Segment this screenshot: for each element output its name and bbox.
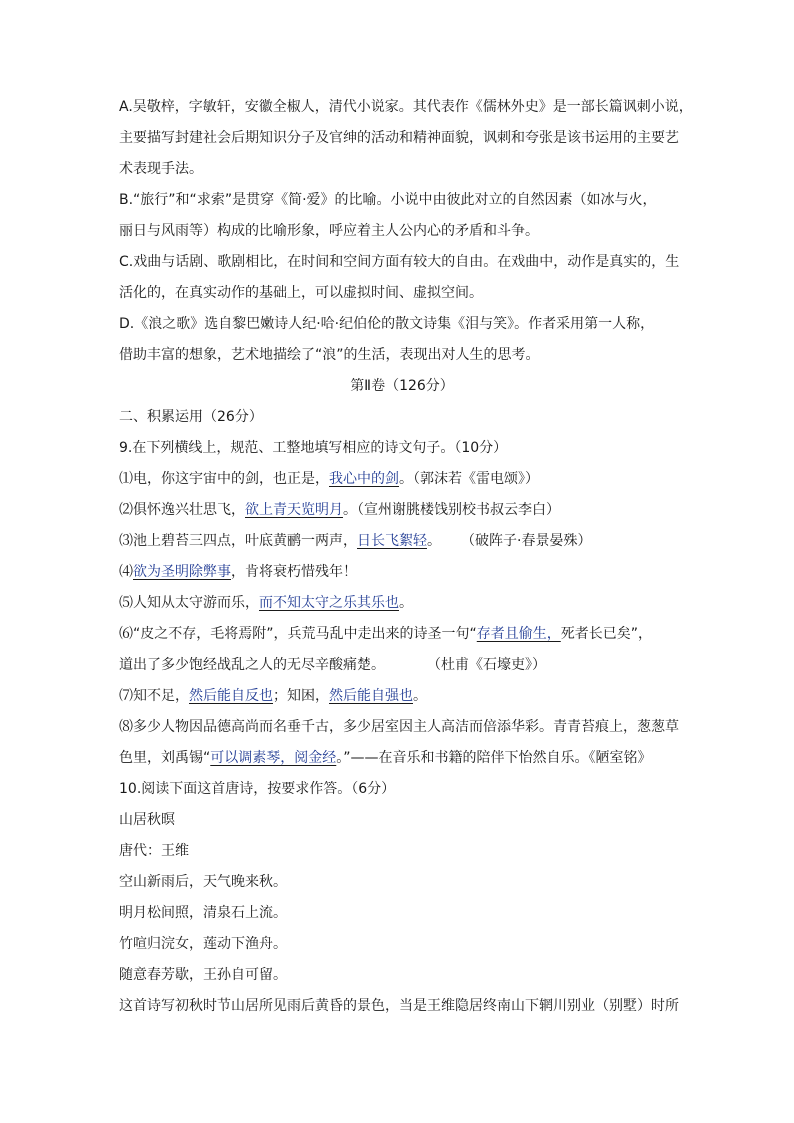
q9-item-6-text-end: 死者长已矣”， (560, 626, 653, 642)
poem-line: 空山新雨后，天气晚来秋。 (119, 874, 287, 890)
q9-item-5-answer: 而不知太守之乐其乐也 (259, 595, 399, 611)
poem-line: 随意春芳歇，王孙自可留。 (119, 967, 287, 983)
q9-item-6-line-2 (119, 655, 685, 686)
q9-item-7-text: ⑺知不足， (119, 688, 189, 704)
q9-item-6-text: ⑹“皮之不存，毛将焉附”，兵荒马乱中走出来的诗圣一句“ (119, 626, 477, 642)
q9-item-6 (119, 624, 685, 655)
poem-line: 明月松间照，清泉石上流。 (119, 905, 287, 921)
q9-item-7-answer-1: 然后能自反也 (189, 688, 273, 704)
q9-item-4-number: ⑷ (119, 564, 133, 580)
q9-item-8-answer: 可以调素琴，阅金经 (210, 750, 337, 766)
q9-item-2-answer: 欲上青天览明月 (245, 502, 343, 518)
section-heading: 二、积累运用（26分） (119, 409, 263, 425)
q9-item-3-text: ⑶池上碧苔三四点，叶底黄鹂一两声， (119, 533, 357, 549)
question-10-stem: 10.阅读下面这首唐诗，按要求作答。（6分） (119, 781, 396, 797)
option-b-line-2: 丽日与风雨等）构成的比喻形象，呼应着主人公内心的矛盾和斗争。 (119, 223, 539, 239)
q9-item-8-text-end: 。”——在音乐和书籍的陪伴下怡然自乐。《陋室铭》 (336, 750, 652, 766)
option-a-line-1: A.吴敬梓，字敏轩，安徽全椒人，清代小说家。其代表作《儒林外史》是一部长篇讽刺小说， (119, 99, 693, 115)
q9-item-8-line-2 (119, 748, 685, 779)
q9-item-3 (119, 531, 685, 562)
q9-item-5 (119, 593, 685, 624)
option-d-line-2: 借助丰富的想象，艺术地描绘了“浪”的生活，表现出对人生的思考。 (119, 347, 540, 363)
q9-item-4 (119, 562, 685, 593)
poem-line: 竹喧归浣女，莲动下渔舟。 (119, 936, 287, 952)
q9-item-6-source: （杜甫《石壕吏》） (427, 657, 546, 673)
q9-item-3-punct: 。 (427, 533, 441, 549)
q9-item-3-answer: 日长飞絮轻 (357, 533, 427, 549)
exam-page (119, 97, 693, 1027)
q9-item-5-punct: 。 (399, 595, 413, 611)
option-b-line-1: B.“旅行”和“求索”是贯穿《简·爱》的比喻。小说中由彼此对立的自然因素（如冰与火， (119, 192, 657, 208)
q9-item-1-answer: 我心中的剑 (329, 471, 399, 487)
q9-item-7-mid: ；知困， (273, 688, 329, 704)
q9-item-7-punct: 。 (413, 688, 427, 704)
q9-item-3-source: （破阵子·春景晏殊） (461, 533, 592, 549)
q9-item-5-text: ⑸人知从太守游而乐， (119, 595, 259, 611)
q9-item-4-text: ，肯将衰朽惜残年！ (231, 564, 357, 580)
poem-title: 山居秋暝 (119, 812, 175, 828)
q9-item-4-answer: 欲为圣明除弊事 (133, 564, 231, 580)
q9-item-6-answer: 存者且偷生， (476, 626, 561, 642)
option-a-line-2: 主要描写封建社会后期知识分子及官绅的活动和精神面貌，讽刺和夸张是该书运用的主要艺 (119, 130, 679, 146)
q9-item-1-source: 。（郭沫若《雷电颂》） (399, 471, 539, 487)
poem-note: 这首诗写初秋时节山居所见雨后黄昏的景色，当是王维隐居终南山下辋川别业（别墅）时所 (119, 998, 679, 1014)
q9-item-6-continued: 道出了多少饱经战乱之人的无尽辛酸痛楚。 (119, 657, 385, 673)
volume-title: 第Ⅱ卷（126分） (350, 378, 454, 394)
option-c-line-1: C.戏曲与话剧、歌剧相比，在时间和空间方面有较大的自由。在戏曲中，动作是真实的，生 (119, 254, 680, 270)
q9-item-8: ⑻多少人物因品德高尚而名垂千古，多少居室因主人高洁而倍添华彩。青青苔痕上，葱葱草 (119, 719, 679, 735)
q9-item-1 (119, 469, 685, 500)
q9-item-2 (119, 500, 685, 531)
option-c-line-2: 活化的，在真实动作的基础上，可以虚拟时间、虚拟空间。 (119, 285, 483, 301)
q9-item-2-source: 。（宣州谢朓楼饯别校书叔云李白） (343, 502, 560, 518)
option-a-line-3: 术表现手法。 (119, 161, 203, 177)
q9-item-2-text: ⑵俱怀逸兴壮思飞， (119, 502, 245, 518)
poem-author: 唐代：王维 (119, 843, 189, 859)
q9-item-7-answer-2: 然后能自强也 (329, 688, 413, 704)
q9-item-7 (119, 686, 685, 717)
q9-item-8-text: 色里，刘禹锡“ (119, 750, 211, 766)
q9-item-1-text: ⑴电，你这宇宙中的剑，也正是， (119, 471, 329, 487)
question-9-stem: 9.在下列横线上，规范、工整地填写相应的诗文句子。（10分） (119, 440, 508, 456)
option-d-line-1: D.《浪之歌》选自黎巴嫩诗人纪·哈·纪伯伦的散文诗集《泪与笑》。作者采用第一人称， (119, 316, 655, 332)
